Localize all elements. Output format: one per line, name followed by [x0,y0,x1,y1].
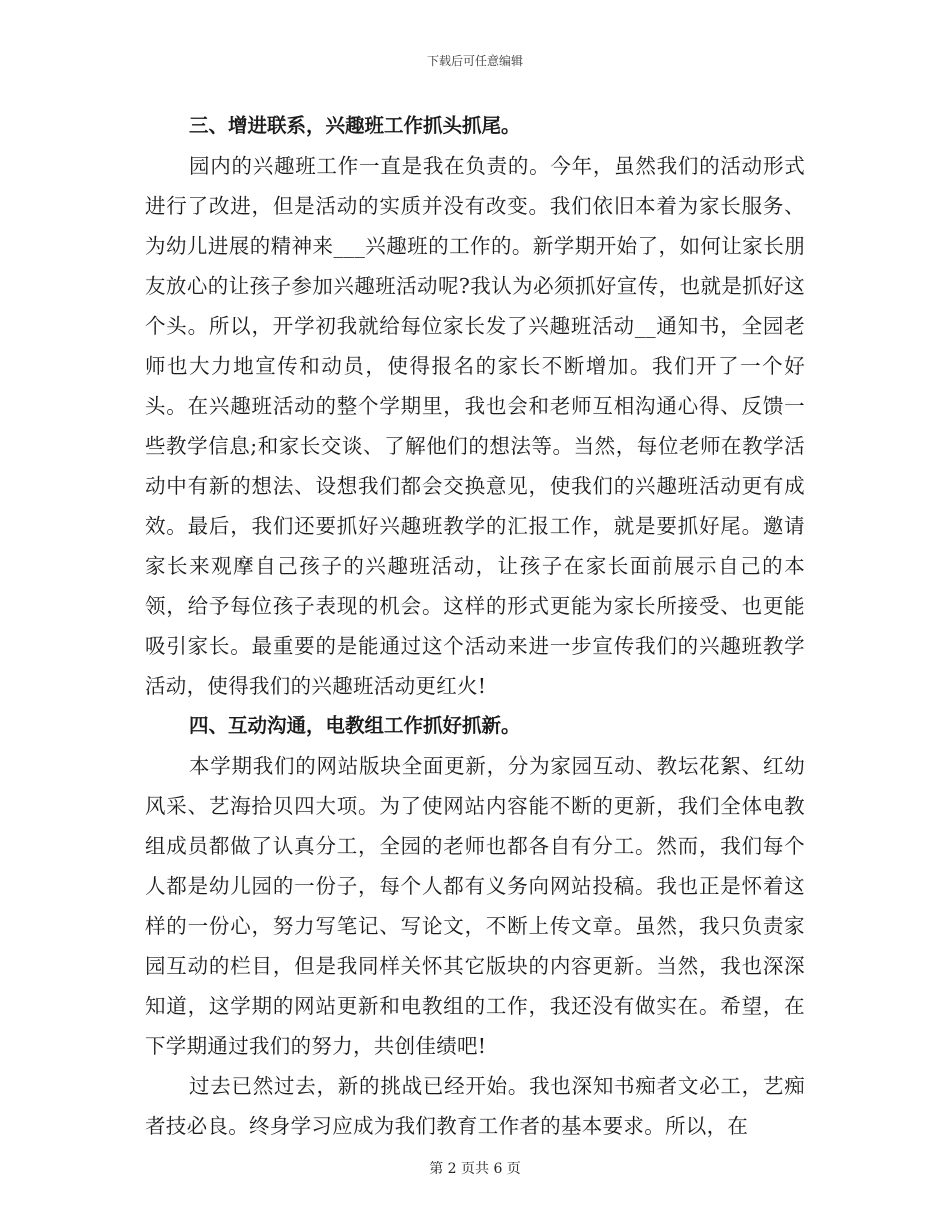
page-number: 第 2 页共 6 页 [429,1161,521,1177]
section-heading-3: 三、增进联系，兴趣班工作抓头抓尾。 [189,114,521,137]
page-header-note: 下载后可任意编辑 [426,54,523,68]
paragraph-closing: 过去已然过去，新的挑战已经开始。我也深知书痴者文必工，艺痴者技必良。终身学习应成为我们教育工作者的基本要求。所以，在 [145,1074,805,1138]
paragraph-interest-class: 园内的兴趣班工作一直是我在负责的。今年，虽然我们的活动形式进行了改进，但是活动的实质并没有改变。我们依旧本着为家长服务、为幼儿进展的精神来___兴趣班的工作的。新学期开始了，如何让家长朋友放心的让孩子参加兴趣班活动呢?我认为必须抓好宣传，也就是抓好这个头。所以，开学初我就给每位家长发了兴趣班活动__通知书，全园老师也大力地宣传和动员，使得报名的家长不断增加。我们开了一个好头。在兴趣班活动的整个学期里，我也会和老师互相沟通心得、反馈一些教学信息;和家长交谈、了解他们的想法等。当然，每位老师在教学活动中有新的想法、设想我们都会交换意见，使我们的兴趣班活动更有成效。最后，我们还要抓好兴趣班教学的汇报工作，就是要抓好尾。邀请家长来观摩自己孩子的兴趣班活动，让孩子在家长面前展示自己的本领，给予每位孩子表现的机会。这样的形式更能为家长所接受、也更能吸引家长。最重要的是能通过这个活动来进一步宣传我们的兴趣班教学活动，使得我们的兴趣班活动更红火! [145,154,805,698]
paragraph-website: 本学期我们的网站版块全面更新，分为家园互动、教坛花絮、红幼风采、艺海拾贝四大项。为了使网站内容能不断的更新，我们全体电教组成员都做了认真分工，全园的老师也都各自有分工。然而，我们每个人都是幼儿园的一份子，每个人都有义务向网站投稿。我也正是怀着这样的一份心，努力写笔记、写论文，不断上传文章。虽然，我只负责家园互动的栏目，但是我同样关怀其它版块的内容更新。当然，我也深深知道，这学期的网站更新和电教组的工作，我还没有做实在。希望，在下学期通过我们的努力，共创佳绩吧! [145,754,805,1058]
section-heading-4: 四、互动沟通，电教组工作抓好抓新。 [189,714,521,737]
document-body [145,106,805,1146]
